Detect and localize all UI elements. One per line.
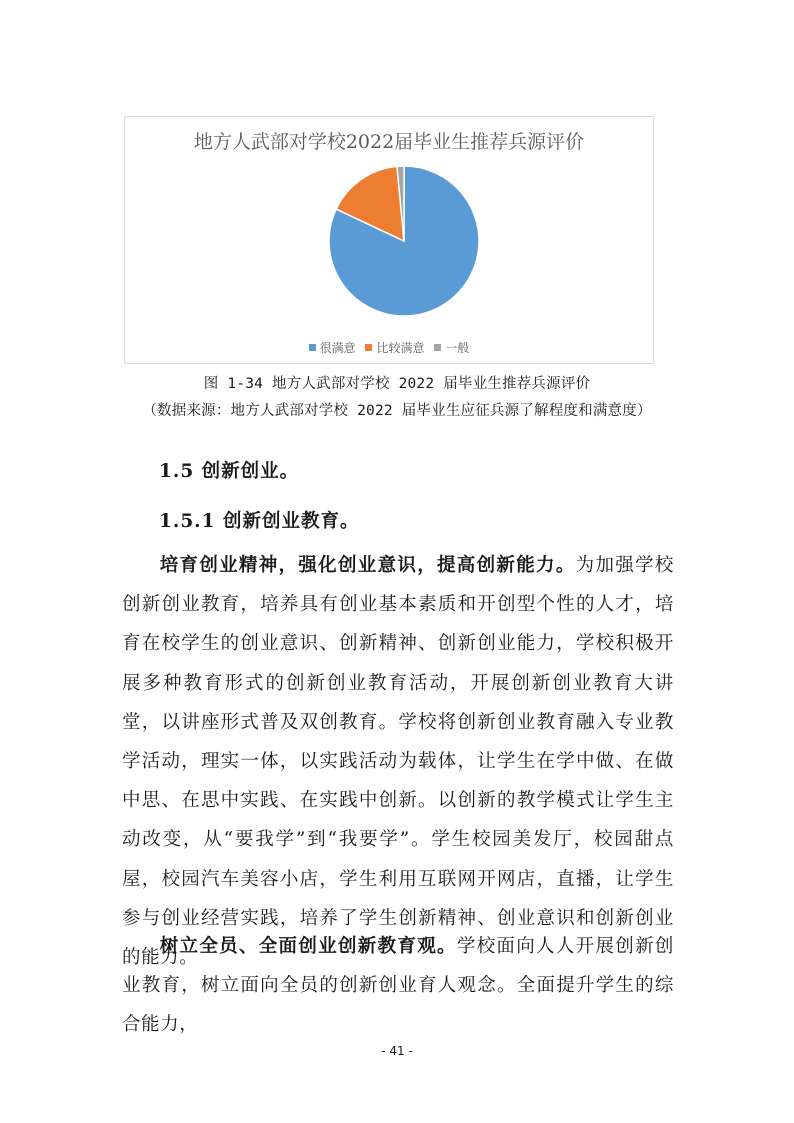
legend-item-fairly-satisfied [365,339,424,356]
paragraph-education-view [122,927,674,1045]
paragraph-text: 学校面向人人开展创新创业教育，树立面向全员的创新创业育人观念。全面提升学生的综合能力， [122,936,674,1036]
legend-item-average [434,339,469,356]
figure-source: （数据来源：地方人武部对学校 2022 届毕业生应征兵源了解程度和满意度） [142,403,652,419]
paragraph-lead: 树立全员、全面创业创新教育观。 [159,936,457,957]
legend-swatch-icon [434,344,441,351]
subsection-heading: 1.5.1 创新创业教育。 [159,511,360,532]
paragraph-entrepreneurship-spirit [122,546,674,977]
legend-swatch-icon [309,344,316,351]
chart-legend [125,339,653,356]
legend-swatch-icon [365,344,372,351]
legend-label: 比较满意 [376,341,425,355]
legend-label: 一般 [445,341,470,355]
section-heading: 1.5 创新创业。 [159,461,300,482]
pie-chart-plot [125,117,653,363]
chart-title: 地方人武部对学校2022届毕业生推荐兵源评价 [193,131,585,153]
figure-caption: 图 1-34 地方人武部对学校 2022 届毕业生推荐兵源评价 [203,376,591,392]
page-number: - 41 - [381,1044,413,1058]
legend-label: 很满意 [319,341,356,355]
paragraph-text: 为加强学校创新创业教育，培养具有创业基本素质和开创型个性的人才，培育在校学生的创业意识、创新精神、创新创业能力，学校积极开展多种教育形式的创新创业教育活动，开展创新创业教育大讲堂，以讲座形式普及双创教育。学校将创新创业教育融入专业教学活动，理实一体，以实践活动为载体，让学生在学中做、在做中思、在思中实践、在实践中创新。以创新的教学模式让学生主动改变，从“要我学”到“我要学”。学生校园美发厅，校园甜点屋，校园汽车美容小店，学生利用互联网开网店，直播，让学生参与创业经营实践，培养了学生创新精神、创业意识和创新创业的能力。 [122,555,674,969]
legend-item-very-satisfied [309,339,356,356]
paragraph-lead: 培育创业精神，强化创业意识，提高创新能力。 [159,555,576,576]
pie-chart [124,116,654,364]
